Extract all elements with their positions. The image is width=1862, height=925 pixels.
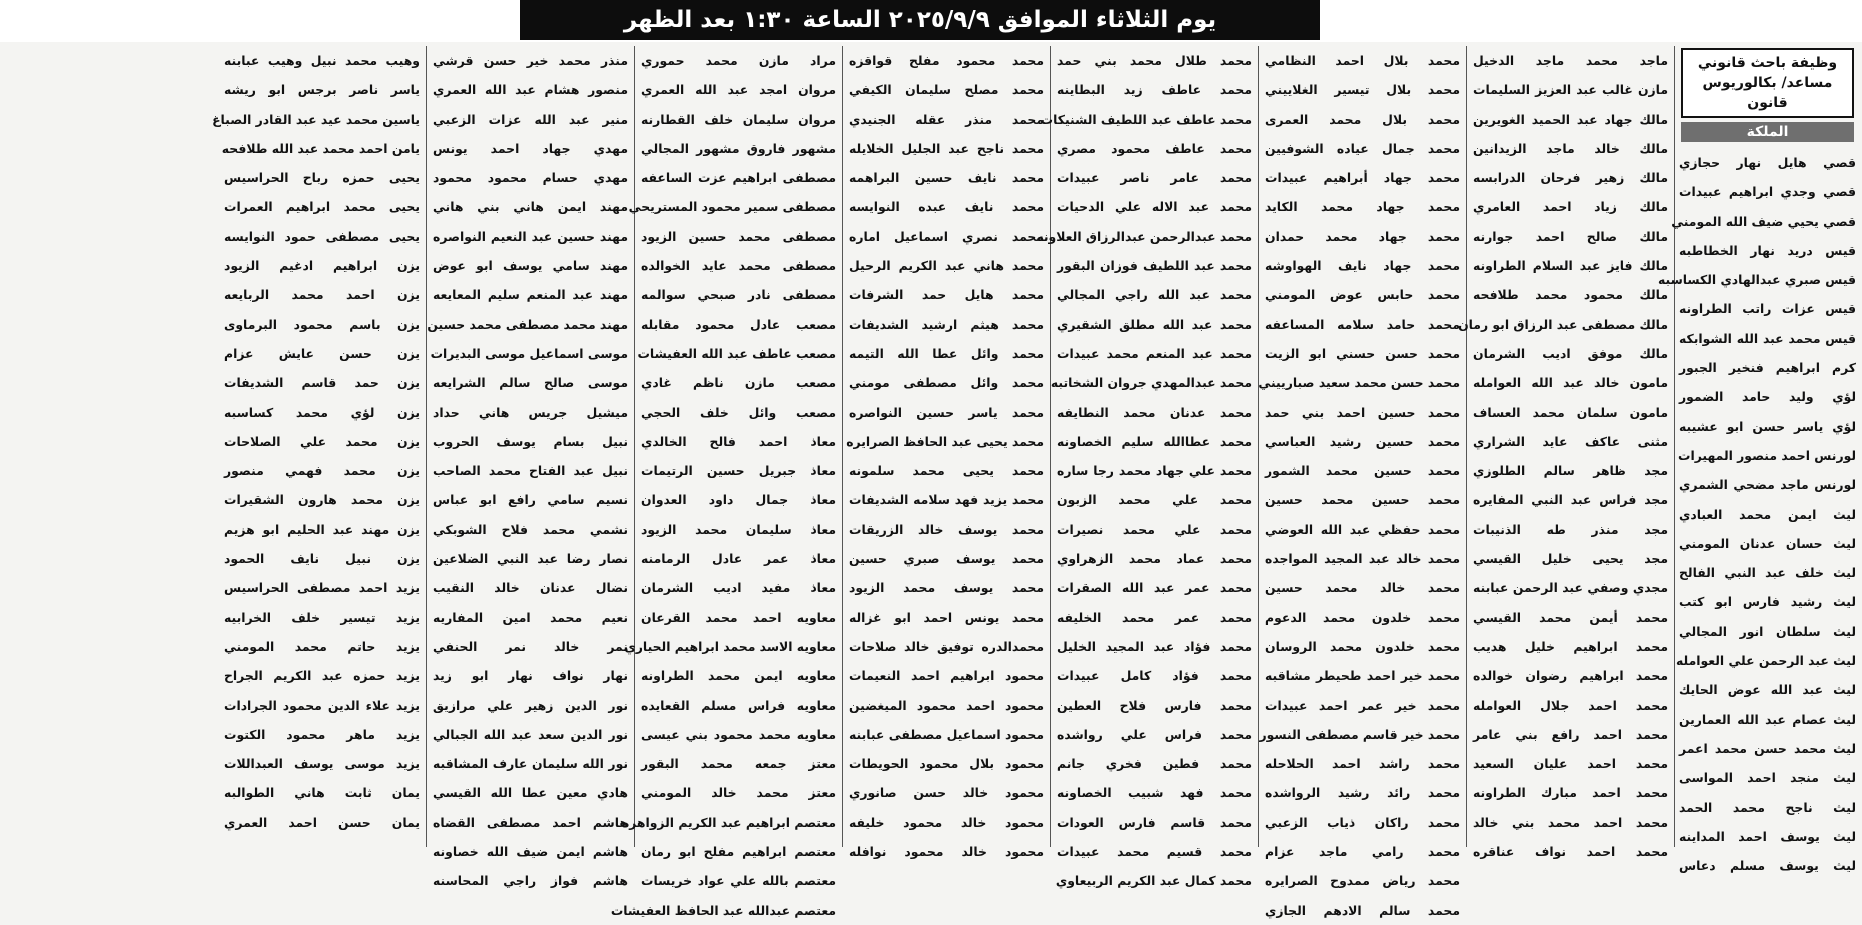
list-item: محمد محمود مفلح قواقزه	[849, 53, 1044, 68]
job-title-box: وظيفة باحث قانوني مساعد/ بكالوريوس قانون	[1681, 48, 1854, 118]
list-item: مامون خالد عبد الله العوامله	[1473, 375, 1668, 391]
list-item: معتز محمد خالد المومني	[641, 785, 836, 801]
list-item: مصطفى نادر صبحي سوالمه	[641, 287, 836, 303]
list-item: هاشم ايمن ضيف الله خصاونه	[433, 844, 628, 860]
list-item: ليث خلف عبد النبي الفالح	[1679, 565, 1856, 581]
list-item: محمد سالم الادهم الجازي	[1265, 902, 1460, 918]
list-item: مصعب عادل محمود مقابله	[641, 316, 836, 332]
list-item: محمد خالد عبد المجيد المواجده	[1265, 551, 1460, 567]
list-item: مالك موفق اديب الشرمان	[1473, 345, 1668, 361]
list-item: محمد بلال تيسير الغلاييني	[1265, 82, 1460, 98]
list-item: محمد جهاد محمد الكايد	[1265, 199, 1460, 215]
list-item: محمد عاطف محمود مصري	[1057, 140, 1252, 156]
list-item: نصار رضا عبد النبي الضلاعين	[433, 551, 628, 567]
list-item: محمد ياسر حسين النواصره	[849, 404, 1044, 420]
list-item: يزن محمد هارون الشقيرات	[224, 492, 420, 508]
names-column-7	[212, 46, 426, 847]
list-item: يزن حسن عايش عزام	[224, 345, 420, 361]
list-item: مالك فايز عبد السلام الطراونه	[1473, 258, 1668, 274]
list-item: نشمي محمد فلاح الشوبكي	[433, 521, 628, 537]
list-item: مالك زهير فرحان الدرابسه	[1473, 170, 1668, 186]
list-item: مصعب عاطف عبد الله العفيشات	[637, 345, 836, 361]
list-item: معاذ سليمان محمد الزيود	[641, 521, 836, 537]
list-item: ميشيل جريس هاني حداد	[433, 404, 628, 420]
list-item: مالك خالد ماجد الزيدانين	[1473, 140, 1668, 156]
list-item: ياسر ناصر برجس ابو ريشه	[224, 82, 420, 98]
list-item: محمد احمد عليان السعيد	[1473, 756, 1668, 772]
list-item: ليث محمد حسن محمد اعمر	[1679, 740, 1856, 756]
list-item: مروان سليمان خلف القطارنه	[641, 111, 836, 127]
list-item: معاذ جبريل حسين الرتيمات	[641, 463, 836, 479]
list-item: يزن حمد قاسم الشديفات	[224, 375, 420, 391]
list-item: يزيد حمزه عبد الكريم الجراح	[224, 668, 420, 684]
list-item: يمان حسن احمد العمري	[224, 814, 420, 830]
list-item: ليث عصام عبد الله العمارين	[1679, 711, 1856, 727]
list-item: نور الدين سعد عبد الله الجبالي	[433, 726, 628, 742]
list-item: ليث حسان عدنان المومني	[1679, 535, 1856, 551]
list-item: محمد راكان ذياب الزعبي	[1265, 814, 1460, 830]
list-item: نبيل بسام يوسف الحروب	[433, 433, 628, 449]
list-item: مروان امجد عبد الله العمري	[641, 82, 836, 98]
list-item: مهدي حسام محمود محمود	[433, 170, 628, 186]
list-item: يزيد ماهر محمود الكتوت	[224, 726, 420, 742]
list-item: منصور هشام عبد الله العمري	[433, 82, 628, 98]
list-item: محمد بلال محمد العمرى	[1265, 111, 1460, 127]
list-item: محمد أيمن محمد القيسي	[1473, 609, 1668, 625]
list-item: محمد يوسف محمد الزيود	[849, 580, 1044, 596]
list-item: محمد فراس علي رواشده	[1057, 726, 1252, 742]
list-item: نسيم سامي رافع ابو عباس	[433, 492, 628, 508]
list-item: نعيم محمد امين المفاريه	[433, 609, 628, 625]
page-title: يوم الثلاثاء الموافق ٢٠٢٥/٩/٩ الساعة ١:٣٠ بعد الظهر	[520, 0, 1320, 40]
list-item: محمود ابراهيم احمد النعيمات	[849, 668, 1044, 684]
list-item: كرم ابراهيم فنخير الجبور	[1679, 360, 1856, 376]
list-item: لؤي ياسر حسن ابو عشيبه	[1679, 418, 1856, 434]
list-item: مهند عبد المنعم سليم المعايعه	[433, 287, 628, 303]
list-item: يامن احمد محمد عبد الله طلافحه	[221, 140, 420, 156]
list-item: يزن محمد علي الصلاحات	[224, 433, 420, 449]
list-item: محمد هاني عبد الكريم الرحيل	[849, 258, 1044, 274]
list-item: محمد حابس عوض المومني	[1265, 287, 1460, 303]
list-item: محمد حسين محمد حسين	[1265, 492, 1460, 508]
list-item: قيس صبري عبدالهادي الكساسبه	[1658, 272, 1856, 288]
list-item: ليث عبد الله عوض الحايك	[1679, 682, 1856, 698]
list-item: نضال عدنان خالد النقيب	[433, 580, 628, 596]
list-item: محمد يزيد فهد سلامه الشديفات	[849, 492, 1044, 508]
list-item: محمد علي جهاد محمد رجا ساره	[1057, 463, 1252, 479]
list-item: معتصم ابراهيم مفلح ابو رمان	[641, 844, 836, 860]
list-item: محمد عدنان محمد النطايفه	[1057, 404, 1252, 420]
list-item: محمد يحيى محمد سلمونه	[849, 463, 1044, 479]
list-item: مهند محمد مصطفى محمد حسين	[427, 316, 628, 332]
list-item: محمد خير عمر احمد عبيدات	[1265, 697, 1460, 713]
names-column-5	[610, 46, 842, 918]
list-item: محمد عبدالرحمن عبدالرزاق العلاونه	[1036, 228, 1252, 244]
list-item: يزيد احمد مصطفى الحراسيس	[224, 580, 420, 596]
list-item: محمد خلدون محمد الروسان	[1265, 638, 1460, 654]
list-item: قصي وجدي ابراهيم عبيدات	[1679, 184, 1856, 200]
list-item: مشهور فاروق مشهور المجالي	[641, 140, 836, 156]
list-item: مامون سلمان محمد العساف	[1473, 404, 1668, 420]
list-item: محمد جهاد نايف الهواوشه	[1265, 258, 1460, 274]
list-item: محمد جمال عياده الشوفيين	[1265, 140, 1460, 156]
list-item: محمد حسن محمد سعيد صبارييني	[1258, 375, 1460, 391]
names-column-3	[1036, 46, 1258, 889]
list-item: محمد علي محمد نصيرات	[1057, 521, 1252, 537]
list-item: معتصم عبدالله عبد الحافظ العفيشات	[610, 902, 836, 918]
list-item: منذر محمد خير حسن قرشي	[433, 53, 628, 68]
list-item: ياسين محمد عيد عبد القادر الصباغ	[212, 111, 420, 127]
list-item: محمود خالد حسن صانوري	[849, 785, 1044, 801]
list-item: محمد يونس احمد ابو غزاله	[849, 609, 1044, 625]
list-item: محمد احمد جلال العوامله	[1473, 697, 1668, 713]
list-item: محمد خير قاسم مصطفى النسور	[1259, 726, 1460, 742]
list-item: مجد فراس عبد النبي المفايره	[1473, 492, 1668, 508]
list-item: محمد حسين محمد الشمور	[1265, 463, 1460, 479]
list-item: مهند حسين عبد النعيم النواصره	[433, 228, 628, 244]
list-item: هادي معين عطا الله القيسي	[433, 785, 628, 801]
list-item: محمد عبد الاله علي الدحيات	[1057, 199, 1252, 215]
list-item: محمد حسن حسني ابو الزيت	[1265, 345, 1460, 361]
list-item: محمد عبد المنعم محمد عبيدات	[1057, 345, 1252, 361]
top-strip	[0, 0, 1862, 42]
list-item: نهار نواف نهار ابو زيد	[433, 668, 628, 684]
list-item: ليث ناجح محمد الحمد	[1679, 799, 1856, 815]
list-item: محمد خالد محمد حسين	[1265, 580, 1460, 596]
list-item: محمد منذر عقله الجنيدي	[849, 111, 1044, 127]
list-item: مجد يحيى خليل القيسي	[1473, 551, 1668, 567]
list-item: وهيب محمد نبيل وهيب عبابنه	[224, 53, 420, 68]
list-item: مالك محمود محمد طلافحه	[1473, 287, 1668, 303]
list-item: يزن ابراهيم ادغيم الزيود	[224, 258, 420, 274]
list-item: محمد طلال محمد بني حمد	[1057, 53, 1252, 68]
list-item: مهند ايمن هاني بني هاني	[433, 199, 628, 215]
list-item: مالك مصطفى عبد الرزاق ابو رمان	[1458, 316, 1668, 332]
list-item: معتصم بالله علي عواد خريسات	[641, 873, 836, 889]
list-item: محمد كمال عبد الكريم الربيعاوي	[1055, 873, 1252, 889]
list-item: موسى اسماعيل موسى البديرات	[430, 345, 628, 361]
names-column-6	[426, 46, 634, 889]
list-item: محمد عمر محمد الخليفه	[1057, 609, 1252, 625]
list-item: مصعب مازن ناظم غادي	[641, 375, 836, 391]
list-item: لؤي وليد حامد الضمور	[1679, 389, 1856, 405]
list-item: محمد عبد اللطيف فوزان البقور	[1057, 258, 1252, 274]
list-item: مهدي جهاد احمد يونس	[433, 140, 628, 156]
list-item: محمد يحيى عبد الحافظ الصرايره	[846, 433, 1044, 449]
list-item: محمد حامد سلامه المساعفه	[1265, 316, 1460, 332]
list-item: مجدي وصفي عبد الرحمن عبابنه	[1473, 580, 1668, 596]
list-item: معاويه محمد محمود بني عيسى	[641, 726, 836, 742]
list-item: ليث منجد احمد المواسى	[1679, 770, 1856, 786]
list-item: محمد مصلح سليمان الكيفي	[849, 82, 1044, 98]
list-item: محمد يوسف خالد الزريقات	[849, 521, 1044, 537]
list-item: قصي هايل نهار حجازي	[1679, 155, 1856, 170]
list-item: محمود بلال محمود الحويطات	[849, 756, 1044, 772]
list-item: محمد فطين فخري جانم	[1057, 756, 1252, 772]
list-item: محمد عاطف زيد البطاينه	[1057, 82, 1252, 98]
list-item: محمد قاسم فارس العودات	[1057, 814, 1252, 830]
list-item: محمد قسيم محمد عبيدات	[1057, 844, 1252, 860]
list-item: معاويه ايمن محمد الطراونه	[641, 668, 836, 684]
list-item: قصي يحيي ضيف الله المومني	[1671, 213, 1856, 229]
list-item: محمد عبدالمهدي جروان الشخاتبه	[1050, 375, 1252, 391]
list-item: محمد رياض ممدوح الصرايره	[1265, 873, 1460, 889]
list-item: مالك زياد احمد العامري	[1473, 199, 1668, 215]
sidebar-name-list	[1658, 148, 1856, 880]
list-item: محمد احمد رافع بني عامر	[1473, 726, 1668, 742]
list-item: معتز جمعه محمد البقور	[641, 756, 836, 772]
list-item: ليث سلطان انور المجالي	[1679, 623, 1856, 639]
list-item: محمد رائد رشيد الرواشده	[1265, 785, 1460, 801]
list-item: محمد علي محمد الزبون	[1057, 492, 1252, 508]
list-item: محمد فارس فلاح العطين	[1057, 697, 1252, 713]
list-item: محمد عطاالله سليم الخصاونه	[1057, 433, 1252, 449]
list-item: محمود اسماعيل مصطفى عبابنه	[849, 726, 1044, 742]
list-item: محمود احمد محمود الميغضين	[849, 697, 1044, 713]
list-item: مالك صالح احمد جوارنه	[1473, 228, 1668, 244]
list-item: محمد يوسف صبري حسين	[849, 551, 1044, 567]
list-item: محمد عمر عبد الله الصقرات	[1057, 580, 1252, 596]
names-column-2	[1258, 46, 1466, 918]
list-item: محمد ناجح عبد الجليل الخلايله	[849, 140, 1044, 156]
list-item: محمد فهد شبيب الخصاونه	[1057, 785, 1252, 801]
list-item: مصطفى ابراهيم عزت الساعفه	[641, 170, 836, 186]
list-item: محمود خالد محمود نوافله	[849, 844, 1044, 860]
list-item: يزيد حاتم محمد المومني	[224, 638, 420, 654]
list-item: نور الدين زهير علي مرازيق	[433, 697, 628, 713]
list-item: يزيد علاء الدين محمود الجرادات	[224, 697, 420, 713]
list-item: يزيد موسى يوسف العبداللات	[224, 756, 420, 772]
list-item: محمد ابراهيم خليل هديب	[1473, 638, 1668, 654]
list-item: محمد فؤاد كامل عبيدات	[1057, 668, 1252, 684]
list-item: معاذ احمد فالح الخالدي	[641, 433, 836, 449]
list-item: محمد جهاد أبراهيم عبيدات	[1265, 170, 1460, 186]
list-item: محمد عبد الله مطلق الشقيري	[1057, 316, 1252, 332]
list-item: محمد فؤاد عبد المجيد الخليل	[1057, 638, 1252, 654]
list-item: يزيد تيسير خلف الخرابيه	[224, 609, 420, 625]
list-item: محمد جهاد محمد حمدان	[1265, 228, 1460, 244]
list-item: محمد خير احمد طحيطر مشاقبه	[1265, 668, 1460, 684]
list-item: معتصم ابراهيم عبد الكريم الزواهره	[621, 814, 836, 830]
list-item: نبيل عبد الفتاح محمد الصاحب	[433, 463, 628, 479]
list-item: محمد حسين رشيد العباسي	[1265, 433, 1460, 449]
list-item: محمد ابراهيم رضوان خوالده	[1473, 668, 1668, 684]
list-item: ليث رشيد فارس ابو كتب	[1679, 594, 1856, 610]
list-item: معاويه فراس مسلم القعايده	[641, 697, 836, 713]
list-item: محمد هايل حمد الشرفات	[849, 287, 1044, 303]
list-item: مصطفى سمير محمود المستريحي	[628, 199, 836, 215]
list-item: محمد نايف حسين البراهمه	[849, 170, 1044, 186]
list-item: محمد رامي ماجد عزام	[1265, 844, 1460, 860]
list-item: محمد بلال احمد النظامي	[1265, 53, 1460, 68]
names-column-1	[1458, 46, 1674, 860]
region-label: الملكة	[1681, 122, 1854, 142]
list-item: محمد عماد محمد الزهراوي	[1057, 551, 1252, 567]
list-item: معاويه الاسد محمد ابراهيم الحياري	[624, 638, 836, 654]
list-item: ليث ايمن محمد العبادي	[1679, 506, 1856, 522]
list-item: قيس دريد نهار الخطاطبه	[1679, 242, 1856, 258]
list-item: يزن احمد محمد الربايعه	[224, 287, 420, 303]
names-column-4	[842, 46, 1050, 860]
list-item: يزن لؤي محمد كساسبه	[224, 404, 420, 420]
list-item: منير عبد الله عزات الزعبي	[433, 111, 628, 127]
list-item: محمد خلدون محمد الدعوم	[1265, 609, 1460, 625]
list-item: لورنس احمد منصور المهيرات	[1678, 447, 1856, 463]
list-item: محمد احمد مبارك الطراونه	[1473, 785, 1668, 801]
list-item: نمر خالد نمر الحنفي	[433, 638, 628, 654]
list-item: هاشم فواز راجي المحاسنه	[433, 873, 628, 889]
list-item: معاويه احمد محمد القرعان	[641, 609, 836, 625]
list-item: محمد نصري اسماعيل اماره	[849, 228, 1044, 244]
list-item: مالك جهاد عبد الحميد الغويرين	[1473, 111, 1668, 127]
list-item: محمد عامر ناصر عبيدات	[1057, 170, 1252, 186]
list-item: مجد ظاهر سالم الطلوزي	[1473, 463, 1668, 479]
list-item: محمد وائل عطا الله التيمه	[849, 345, 1044, 361]
list-item: محمد عبد الله راجي المجالي	[1057, 287, 1252, 303]
list-item: نور الله سليمان عارف المشاقبه	[433, 756, 628, 772]
list-item: محمد عاطف عبد اللطيف الشنيكات	[1040, 111, 1252, 127]
list-item: محمد راشد احمد الحلاحله	[1265, 756, 1460, 772]
list-item: معاذ عمر عادل الرمامنه	[641, 551, 836, 567]
list-item: قيس عزات راتب الطراونه	[1679, 301, 1856, 317]
list-item: محمد احمد نواف عناقره	[1473, 844, 1668, 860]
list-item: موسى صالح سالم الشرايعه	[433, 375, 628, 391]
names-grid	[6, 46, 1856, 918]
list-item: مصطفى محمد حسين الزيود	[641, 228, 836, 244]
sidebar-column	[1658, 46, 1856, 874]
list-item: محمود خالد محمود خليفه	[849, 814, 1044, 830]
list-item: يمان ثابت هاني الطوالبه	[224, 785, 420, 801]
list-item: محمد حفظي عبد الله العوضي	[1265, 521, 1460, 537]
list-item: محمد نايف عبده النوايسه	[849, 199, 1044, 215]
list-item: محمدالدره توفيق خالد صلاحات	[849, 638, 1044, 654]
list-item: يزن باسم محمود البرماوى	[224, 316, 420, 332]
list-item: ماجد محمد ماجد الدخيل	[1473, 53, 1668, 68]
list-item: مازن غالب عبد العزيز السليمات	[1473, 82, 1668, 98]
list-item: مجد منذر طه الذنيبات	[1473, 521, 1668, 537]
list-item: قيس محمد عبد الله الشوابكه	[1679, 330, 1856, 346]
list-item: محمد هيثم ارشيد الشديفات	[849, 316, 1044, 332]
list-item: يزن مهند عبد الحليم ابو هزيم	[224, 521, 420, 537]
list-item: مصطفى محمد عايد الخوالده	[641, 258, 836, 274]
list-item: ليث يوسف مسلم دعاس	[1679, 858, 1856, 874]
list-item: محمد حسين احمد بني حمد	[1265, 404, 1460, 420]
list-item: مصعب وائل خلف الحجي	[641, 404, 836, 420]
list-item: هاشم احمد مصطفى القضاه	[433, 814, 628, 830]
list-item: لورنس ماجد مضحي الشمري	[1679, 477, 1856, 493]
list-item: يزن نبيل نايف الحمود	[224, 551, 420, 567]
list-item: يزن محمد فهمي منصور	[224, 463, 420, 479]
list-item: يحيى محمد ابراهيم العمرات	[224, 199, 420, 215]
list-item: معاذ جمال داود العدوان	[641, 492, 836, 508]
list-item: مهند سامي يوسف ابو عوض	[433, 258, 628, 274]
list-item: محمد وائل مصطفى مومني	[849, 375, 1044, 391]
list-item: مثنى عاكف عايد الشراري	[1473, 433, 1668, 449]
list-item: محمد احمد محمد بني خالد	[1473, 814, 1668, 830]
list-item: معاذ مفيد اديب الشرمان	[641, 580, 836, 596]
list-item: يحيى مصطفى حمود النوايسه	[224, 228, 420, 244]
list-item: يحيى حمزه رباح الحراسيس	[224, 170, 420, 186]
list-item: ليث يوسف احمد المداينه	[1679, 828, 1856, 844]
list-item: مراد مازن محمد حموري	[641, 53, 836, 68]
list-item: ليث عبد الرحمن علي العوامله	[1676, 653, 1856, 669]
